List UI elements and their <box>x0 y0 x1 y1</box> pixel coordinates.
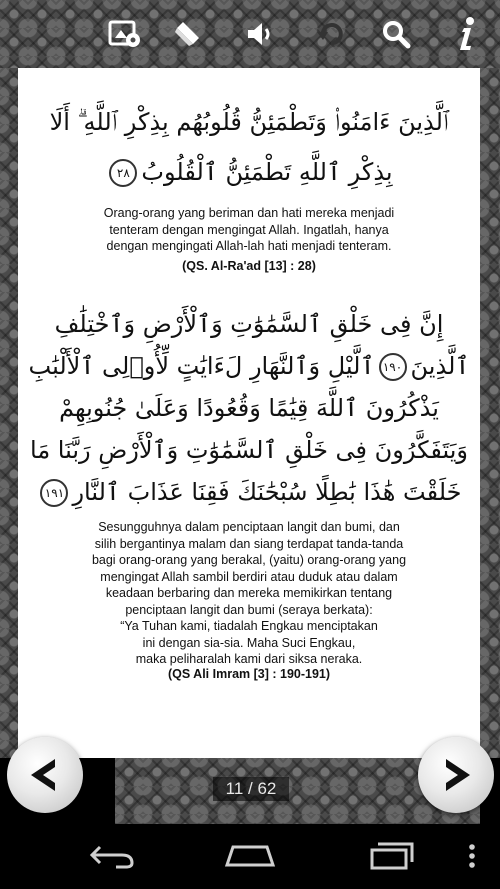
repeat-button[interactable] <box>309 12 353 56</box>
arabic-verse-line: ٱلَّذِينَ ءَامَنُوا۟ وَتَطْمَئِنُّ قُلُوبُهُم بِذِكْرِ ٱللَّهِ ۗ أَلَا <box>49 108 449 136</box>
verse-reference: (QS Ali Imram [3] : 190-191) <box>167 667 331 681</box>
arabic-verse-line: إِنَّ فِى خَلْقِ ٱلسَّمَٰوَٰتِ وَٱلْأَرْضِ وَٱخْتِلَٰفِ <box>54 310 444 338</box>
arabic-verse-line <box>28 472 470 512</box>
toolbar <box>0 0 500 68</box>
repeat-icon <box>315 18 347 50</box>
translation-line: maka peliharalah kami dari siksa neraka. <box>135 652 363 666</box>
arabic-verse-line: وَيَتَفَكَّرُونَ فِى خَلْقِ ٱلسَّمَٰوَٰتِ وَٱلْأَرْضِ رَبَّنَا مَا <box>30 436 468 464</box>
translation-line: silih bergantinya malam dan siang terdapat tanda-tanda <box>94 536 404 551</box>
back-button[interactable] <box>84 838 138 874</box>
search-icon <box>380 18 412 50</box>
translation-line: bagi orang-orang yang berakal, (yaitu) orang-orang yang <box>91 553 407 567</box>
arrow-right-icon <box>436 755 476 795</box>
info-button[interactable] <box>444 12 488 56</box>
arrow-left-icon <box>25 755 65 795</box>
translation-line: dengan mengingati Allah-lah hati menjadi tenteram. <box>106 239 392 253</box>
home-icon <box>223 841 277 871</box>
audio-button[interactable] <box>238 12 282 56</box>
recent-apps-icon <box>366 840 416 872</box>
ayah-number-marker: ٢٨ <box>109 159 137 187</box>
page-frame-right <box>480 68 500 758</box>
arabic-verse-line: يَذْكُرُونَ ٱللَّهَ قِيَٰمًا وَقُعُودًا وَعَلَىٰ جُنُوبِهِمْ <box>59 394 439 422</box>
page-frame-left <box>0 68 18 758</box>
arabic-text: خَلَقْتَ هَٰذَا بَٰطِلًا سُبْحَٰنَكَ فَقِنَا عَذَابَ ٱلنَّارِ <box>72 478 462 506</box>
verse-reference: (QS. Al-Ra'ad [13] : 28) <box>182 259 316 273</box>
ayah-number-marker: ١٩١ <box>40 479 68 507</box>
bookmark-button[interactable] <box>165 12 209 56</box>
gallery-settings-icon <box>107 18 143 50</box>
quran-page <box>18 68 480 758</box>
arabic-verse-line <box>28 152 470 192</box>
previous-page-button[interactable] <box>7 737 83 813</box>
translation-text <box>38 205 460 255</box>
overflow-menu-icon <box>467 841 477 871</box>
gallery-settings-button[interactable] <box>103 12 147 56</box>
translation-text <box>38 519 460 668</box>
back-icon <box>86 841 136 871</box>
arabic-text: ٱلَّذِينَ <box>410 352 470 380</box>
translation-line: tenteram dengan mengingat Allah. Ingatlah, hanya <box>109 222 389 237</box>
translation-line: keadaan berbaring dan mereka memikirkan tentang <box>105 586 393 600</box>
bookmark-icon <box>171 18 203 50</box>
info-icon <box>450 16 482 52</box>
ayah-number-marker: ١٩٠ <box>379 353 407 381</box>
arabic-text: ٱلَّيْلِ وَٱلنَّهَارِ لَءَايَٰتٍ لِّأُو۟لِى ٱلْأَلْبَٰبِ <box>28 352 375 380</box>
arabic-verse-line <box>28 346 470 386</box>
translation-line: “Ya Tuhan kami, tiadalah Engkau menciptakan <box>120 619 378 633</box>
arabic-text: بِذِكْرِ ٱللَّهِ تَطْمَئِنُّ ٱلْقُلُوبُ <box>141 158 393 186</box>
translation-line: penciptaan langit dan bumi (seraya berkata): <box>125 602 373 617</box>
overflow-menu-button[interactable] <box>460 838 484 874</box>
recent-apps-button[interactable] <box>364 838 418 874</box>
translation-line: Sesungguhnya dalam penciptaan langit dan bumi, dan <box>98 520 400 534</box>
home-button[interactable] <box>222 838 278 874</box>
translation-line: ini dengan sia-sia. Maha Suci Engkau, <box>142 635 356 650</box>
translation-line: mengingat Allah sambil berdiri atau duduk atau dalam <box>100 569 398 584</box>
page-counter: 11 / 62 <box>213 777 289 801</box>
search-button[interactable] <box>374 12 418 56</box>
translation-line: Orang-orang yang beriman dan hati mereka menjadi <box>103 206 395 220</box>
speaker-icon <box>244 18 276 50</box>
next-page-button[interactable] <box>418 737 494 813</box>
system-navigation-bar <box>0 824 500 889</box>
